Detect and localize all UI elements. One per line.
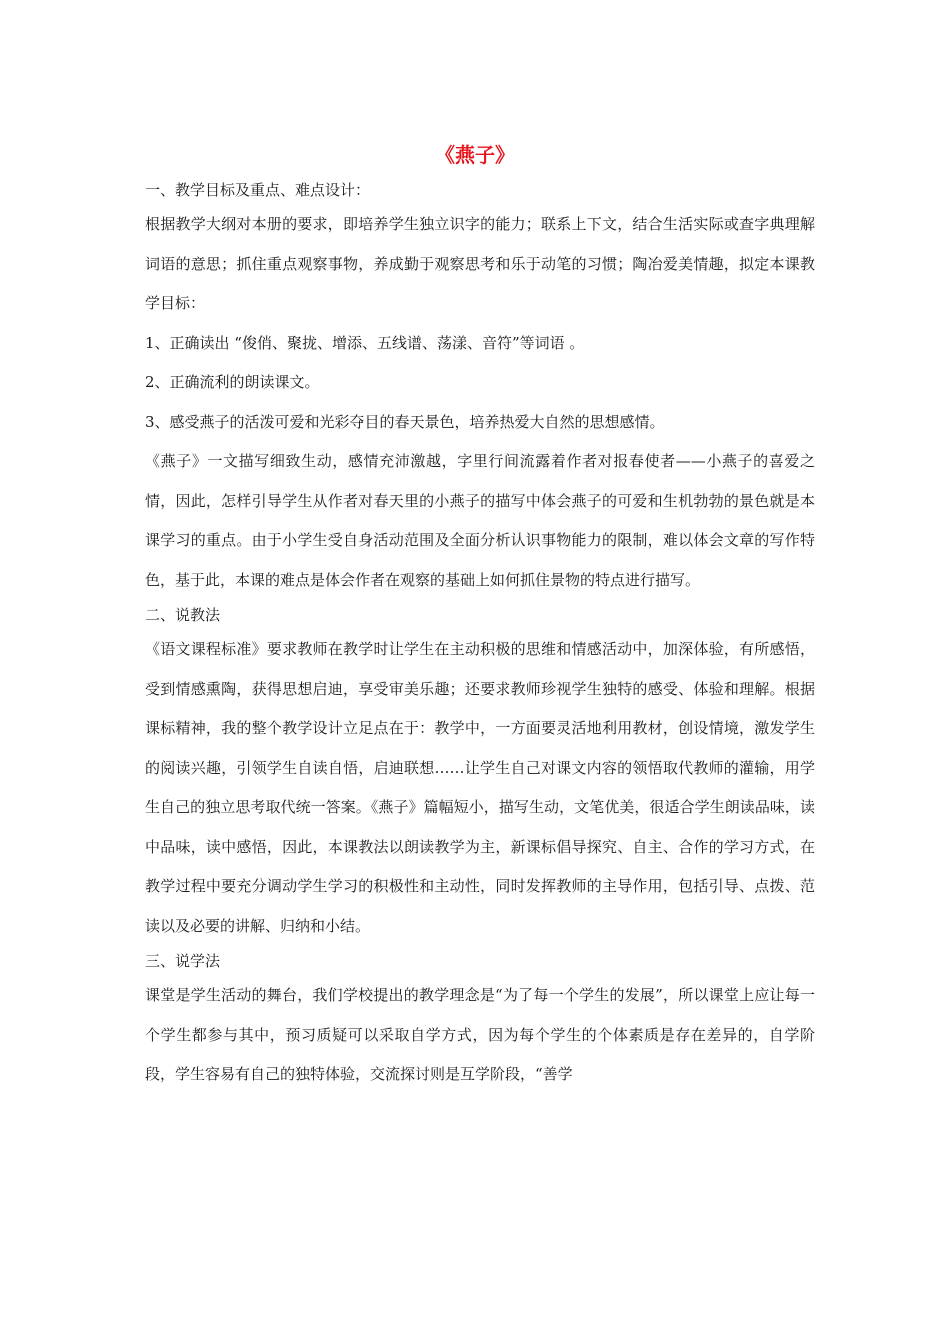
list-item: 1、正确读出 “俊俏、聚拢、增添、五线谱、荡漾、音符”等词语 。 (145, 333, 585, 352)
paragraph: 课堂是学生活动的舞台，我们学校提出的教学理念是“为了每一个学生的发展”，所以课堂上应让每一个学生都参与其中，预习质疑可以采取自学方式，因为每个学生的个体素质是存在差异的，自学阶段，学生容易有自己的独特体验，交流探讨则是互学阶段，“善学 (145, 986, 815, 1083)
list-item: 3、感受燕子的活泼可爱和光彩夺目的春天景色，培养热爱大自然的思想感情。 (145, 412, 665, 431)
section-teaching-method (145, 600, 815, 946)
section-learning-method (145, 946, 815, 1095)
paragraph: 《语文课程标准》要求教师在教学时让学生在主动积极的思维和情感活动中，加深体验，有所感悟，受到情感熏陶，获得思想启迪，享受审美乐趣；还要求教师珍视学生独特的感受、体验和理解。根据课标精神，我的整个教学设计立足点在于：教学中，一方面要灵活地利用教材，创设情境，激发学生的阅读兴趣，引领学生自读自悟，启迪联想……让学生自己对课文内容的领悟取代教师的灌输，用学生自己的独立思考取代统一答案。《燕子》篇幅短小，描写生动，文笔优美，很适合学生朗读品味，读中品味，读中感悟，因此，本课教法以朗读教学为主，新课标倡导探究、自主、合作的学习方式，在教学过程中要充分调动学生学习的积极性和主动性，同时发挥教师的主导作用，包括引导、点拨、范读以及必要的讲解、归纳和小结。 (145, 640, 815, 935)
section-teaching-goals (145, 175, 815, 600)
section-heading: 二、说教法 (145, 606, 221, 624)
paragraph: 根据教学大纲对本册的要求，即培养学生独立识字的能力；联系上下文，结合生活实际或查字典理解词语的意思；抓住重点观察事物，养成勤于观察思考和乐于动笔的习惯；陶冶爱美情趣，拟定本课教学目标： (145, 215, 815, 312)
section-heading: 一、教学目标及重点、难点设计： (145, 181, 371, 199)
section-heading: 三、说学法 (145, 952, 221, 970)
document-body (145, 175, 815, 1095)
list-item: 2、正确流利的朗读课文。 (145, 373, 320, 391)
paragraph: 《燕子》一文描写细致生动，感情充沛激越，字里行间流露着作者对报春使者——小燕子的喜爱之情，因此，怎样引导学生从作者对春天里的小燕子的描写中体会燕子的可爱和生机勃勃的景色就是本课学习的重点。由于小学生受自身活动范围及全面分析认识事物能力的限制，难以体会文章的写作特色，基于此，本课的难点是体会作者在观察的基础上如何抓住景物的特点进行描写。 (145, 452, 815, 589)
document-title: 《燕子》 (435, 143, 515, 167)
